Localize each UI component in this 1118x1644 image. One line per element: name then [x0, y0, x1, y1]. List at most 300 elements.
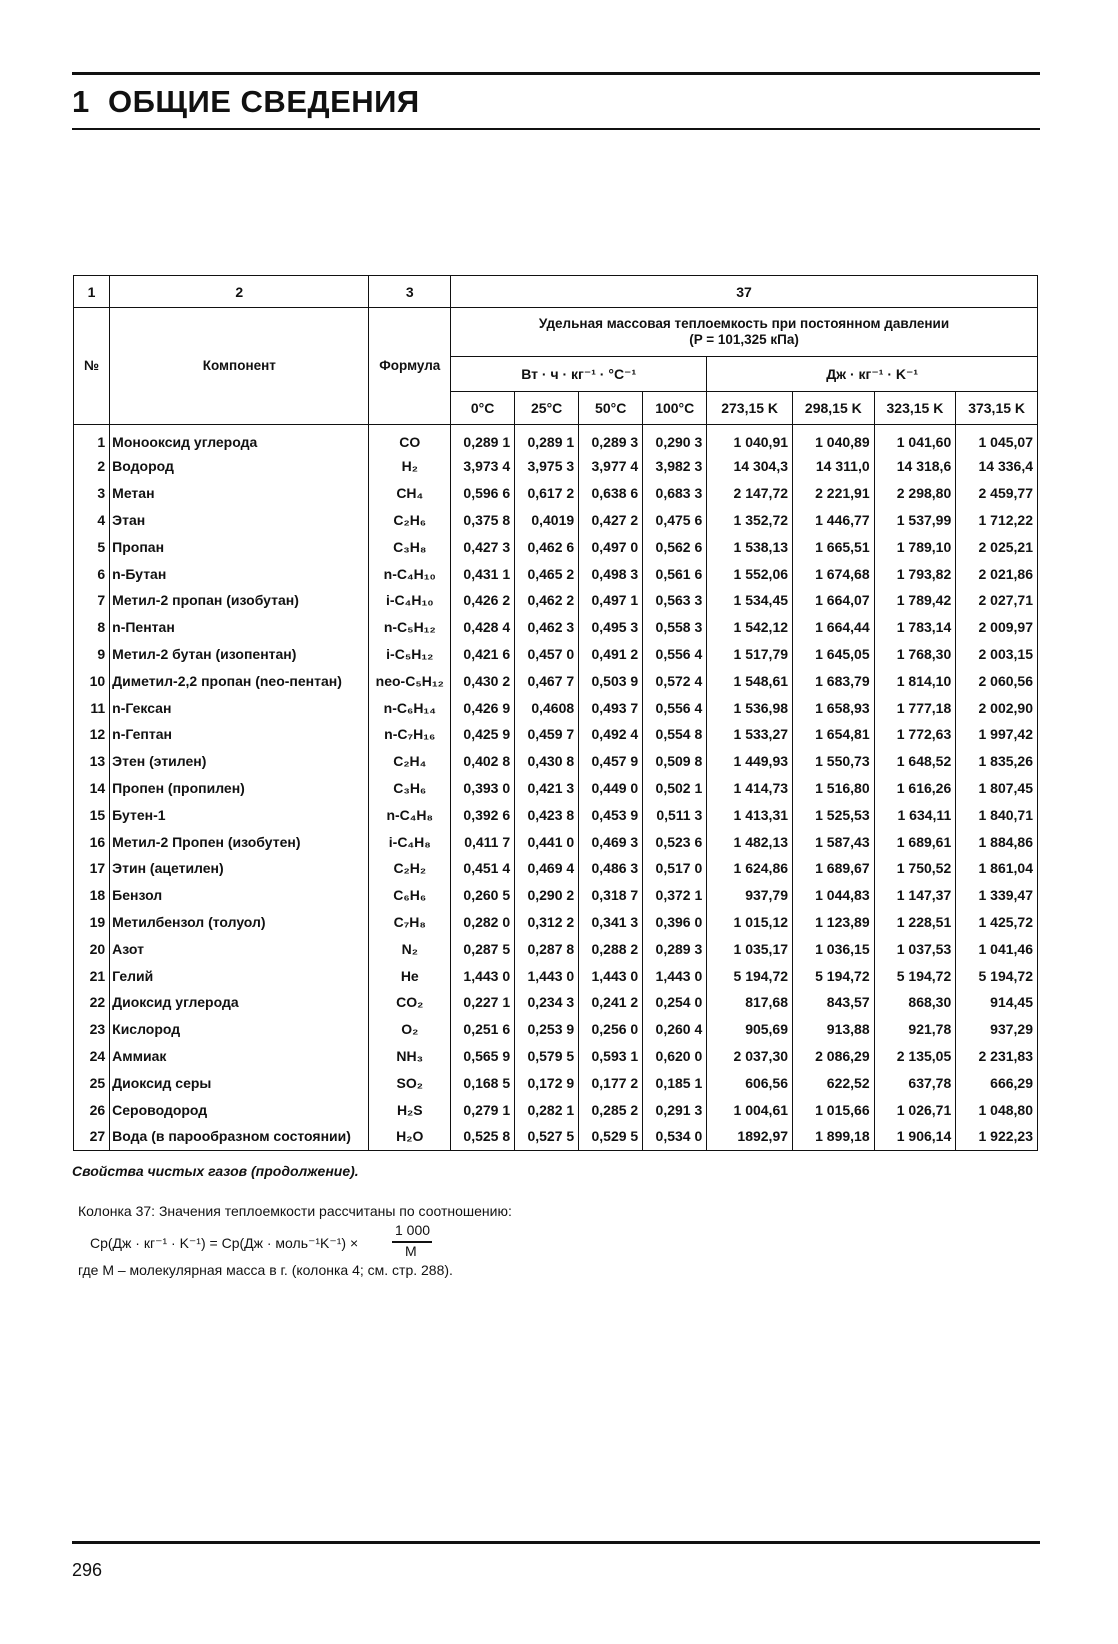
header-temp: 298,15 K: [793, 392, 875, 425]
value-cell: 0,411 7: [451, 828, 515, 855]
formula-cell: i-C₄H₈: [369, 828, 451, 855]
formula-cell: O₂: [369, 1016, 451, 1043]
value-cell: 2 459,77: [956, 480, 1038, 507]
value-cell: 0,562 6: [643, 533, 707, 560]
value-cell: 1 425,72: [956, 909, 1038, 936]
value-cell: 0,451 4: [451, 855, 515, 882]
col-number-1: 1: [74, 276, 110, 308]
value-cell: 1 689,67: [793, 855, 875, 882]
value-cell: 0,492 4: [579, 721, 643, 748]
value-cell: 937,79: [707, 882, 793, 909]
value-cell: 1 040,91: [707, 425, 793, 454]
value-cell: 0,421 3: [515, 775, 579, 802]
value-cell: 0,4019: [515, 507, 579, 534]
table-row: [74, 1069, 1038, 1096]
component-name: Диоксид серы: [110, 1069, 369, 1096]
formula-cell: NH₃: [369, 1043, 451, 1070]
value-cell: 1 884,86: [956, 828, 1038, 855]
value-cell: 0,462 6: [515, 533, 579, 560]
value-cell: 1 750,52: [874, 855, 956, 882]
value-cell: 0,493 7: [579, 694, 643, 721]
value-cell: 1 352,72: [707, 507, 793, 534]
value-cell: 0,393 0: [451, 775, 515, 802]
value-cell: 14 318,6: [874, 453, 956, 480]
value-cell: 0,260 5: [451, 882, 515, 909]
header-temp: 273,15 K: [707, 392, 793, 425]
value-cell: 637,78: [874, 1069, 956, 1096]
value-cell: 0,396 0: [643, 909, 707, 936]
value-cell: 0,425 9: [451, 721, 515, 748]
value-cell: 2 147,72: [707, 480, 793, 507]
table-row: [74, 882, 1038, 909]
value-cell: 0,289 1: [451, 425, 515, 454]
component-name: Диметил-2,2 пропан (neo-пентан): [110, 667, 369, 694]
value-cell: 0,467 7: [515, 667, 579, 694]
note-line-2: где M – молекулярная масса в г. (колонка 4; см. стр. 288).: [78, 1262, 453, 1278]
value-cell: 3,975 3: [515, 453, 579, 480]
value-cell: 1 045,07: [956, 425, 1038, 454]
value-cell: 5 194,72: [707, 962, 793, 989]
value-cell: 14 304,3: [707, 453, 793, 480]
value-cell: 0,556 4: [643, 694, 707, 721]
component-name: Сероводород: [110, 1096, 369, 1123]
row-number: 6: [74, 560, 110, 587]
value-cell: 0,172 9: [515, 1069, 579, 1096]
table-row: [74, 453, 1038, 480]
value-cell: 0,282 1: [515, 1096, 579, 1123]
value-cell: 913,88: [793, 1016, 875, 1043]
table-row: [74, 721, 1038, 748]
value-cell: 1 783,14: [874, 614, 956, 641]
value-cell: 2 025,21: [956, 533, 1038, 560]
component-name: Метил-2 пропан (изобутан): [110, 587, 369, 614]
value-cell: 1 041,46: [956, 935, 1038, 962]
value-cell: 0,185 1: [643, 1069, 707, 1096]
value-cell: 1 537,99: [874, 507, 956, 534]
value-cell: 0,426 9: [451, 694, 515, 721]
component-name: Гелий: [110, 962, 369, 989]
row-number: 11: [74, 694, 110, 721]
value-cell: 0,523 6: [643, 828, 707, 855]
value-cell: 0,287 5: [451, 935, 515, 962]
col-number-37: 37: [451, 276, 1038, 308]
formula-cell: n-C₄H₈: [369, 801, 451, 828]
value-cell: 0,683 3: [643, 480, 707, 507]
table-row: [74, 909, 1038, 936]
header-temp: 0°C: [451, 392, 515, 425]
value-cell: 2 009,97: [956, 614, 1038, 641]
value-cell: 0,290 3: [643, 425, 707, 454]
value-cell: 2 002,90: [956, 694, 1038, 721]
value-cell: 0,495 3: [579, 614, 643, 641]
value-cell: 1 793,82: [874, 560, 956, 587]
value-cell: 1 413,31: [707, 801, 793, 828]
value-cell: 0,430 8: [515, 748, 579, 775]
value-cell: 1 683,79: [793, 667, 875, 694]
value-cell: 0,441 0: [515, 828, 579, 855]
value-cell: 0,260 4: [643, 1016, 707, 1043]
formula-cell: CH₄: [369, 480, 451, 507]
value-cell: 1 536,98: [707, 694, 793, 721]
value-cell: 817,68: [707, 989, 793, 1016]
value-cell: 0,486 3: [579, 855, 643, 882]
value-cell: 1 449,93: [707, 748, 793, 775]
formula-lhs: Cp(Дж · кг⁻¹ · K⁻¹) = Cp(Дж · моль⁻¹K⁻¹) ×: [90, 1235, 359, 1251]
value-cell: 1 634,11: [874, 801, 956, 828]
value-cell: 1 899,18: [793, 1123, 875, 1150]
row-number: 8: [74, 614, 110, 641]
value-cell: 1 026,71: [874, 1096, 956, 1123]
value-cell: 1 552,06: [707, 560, 793, 587]
value-cell: 0,227 1: [451, 989, 515, 1016]
value-cell: 2 086,29: [793, 1043, 875, 1070]
value-cell: 0,177 2: [579, 1069, 643, 1096]
value-cell: 1 004,61: [707, 1096, 793, 1123]
value-cell: 0,579 5: [515, 1043, 579, 1070]
value-cell: 2 027,71: [956, 587, 1038, 614]
col-number-3: 3: [369, 276, 451, 308]
table-row: [74, 801, 1038, 828]
formula-cell: H₂S: [369, 1096, 451, 1123]
value-cell: 0,372 1: [643, 882, 707, 909]
value-cell: 1 548,61: [707, 667, 793, 694]
value-cell: 1 044,83: [793, 882, 875, 909]
row-number: 24: [74, 1043, 110, 1070]
value-cell: 0,525 8: [451, 1123, 515, 1150]
value-cell: 1 814,10: [874, 667, 956, 694]
value-cell: 1 533,27: [707, 721, 793, 748]
value-cell: 0,511 3: [643, 801, 707, 828]
table-row: [74, 1043, 1038, 1070]
value-cell: 868,30: [874, 989, 956, 1016]
value-cell: 0,428 4: [451, 614, 515, 641]
value-cell: 0,503 9: [579, 667, 643, 694]
header-temp: 373,15 K: [956, 392, 1038, 425]
value-cell: 0,289 3: [643, 935, 707, 962]
value-cell: 0,430 2: [451, 667, 515, 694]
value-cell: 0,620 0: [643, 1043, 707, 1070]
row-number: 22: [74, 989, 110, 1016]
header-unit-wh: Вт · ч · кг⁻¹ · °C⁻¹: [451, 357, 707, 392]
value-cell: 1 768,30: [874, 641, 956, 668]
value-cell: 0,457 0: [515, 641, 579, 668]
value-cell: 666,29: [956, 1069, 1038, 1096]
value-cell: 2 221,91: [793, 480, 875, 507]
value-cell: 0,558 3: [643, 614, 707, 641]
value-cell: 1 542,12: [707, 614, 793, 641]
component-name: Азот: [110, 935, 369, 962]
value-cell: 1 648,52: [874, 748, 956, 775]
value-cell: 606,56: [707, 1069, 793, 1096]
value-cell: 1 517,79: [707, 641, 793, 668]
value-cell: 14 336,4: [956, 453, 1038, 480]
value-cell: 0,285 2: [579, 1096, 643, 1123]
component-name: Метилбензол (толуол): [110, 909, 369, 936]
formula-cell: n-C₄H₁₀: [369, 560, 451, 587]
value-cell: 5 194,72: [956, 962, 1038, 989]
value-cell: 0,431 1: [451, 560, 515, 587]
value-cell: 0,288 2: [579, 935, 643, 962]
value-cell: 937,29: [956, 1016, 1038, 1043]
table-row: [74, 1123, 1038, 1150]
formula-cell: SO₂: [369, 1069, 451, 1096]
header-heat-capacity: [451, 308, 1038, 357]
value-cell: 0,256 0: [579, 1016, 643, 1043]
component-name: Монооксид углерода: [110, 425, 369, 454]
value-cell: 0,563 3: [643, 587, 707, 614]
value-cell: 0,491 2: [579, 641, 643, 668]
value-cell: 0,556 4: [643, 641, 707, 668]
header-temp: 50°C: [579, 392, 643, 425]
formula-cell: C₃H₈: [369, 533, 451, 560]
value-cell: 1 037,53: [874, 935, 956, 962]
value-cell: 1 228,51: [874, 909, 956, 936]
value-cell: 5 194,72: [793, 962, 875, 989]
value-cell: 1 689,61: [874, 828, 956, 855]
value-cell: 1,443 0: [579, 962, 643, 989]
component-name: Вода (в парообразном состоянии): [110, 1123, 369, 1150]
chapter-title: 1 ОБЩИЕ СВЕДЕНИЯ: [72, 84, 420, 119]
value-cell: 1 040,89: [793, 425, 875, 454]
table-caption: Свойства чистых газов (продолжение).: [72, 1163, 359, 1179]
component-name: Метан: [110, 480, 369, 507]
row-number: 4: [74, 507, 110, 534]
value-cell: 0,279 1: [451, 1096, 515, 1123]
value-cell: 1,443 0: [515, 962, 579, 989]
value-cell: 1 906,14: [874, 1123, 956, 1150]
value-cell: 1 664,44: [793, 614, 875, 641]
component-name: Аммиак: [110, 1043, 369, 1070]
component-name: Этен (этилен): [110, 748, 369, 775]
formula-cell: n-C₇H₁₆: [369, 721, 451, 748]
value-cell: 0,427 2: [579, 507, 643, 534]
header-no: №: [74, 308, 110, 425]
value-cell: 1 922,23: [956, 1123, 1038, 1150]
row-number: 19: [74, 909, 110, 936]
formula-cell: C₂H₄: [369, 748, 451, 775]
row-number: 7: [74, 587, 110, 614]
value-cell: 1 339,47: [956, 882, 1038, 909]
value-cell: 0,498 3: [579, 560, 643, 587]
value-cell: 3,977 4: [579, 453, 643, 480]
value-cell: 1 482,13: [707, 828, 793, 855]
header-temp: 323,15 K: [874, 392, 956, 425]
value-cell: 0,318 7: [579, 882, 643, 909]
row-number: 27: [74, 1123, 110, 1150]
value-cell: 0,534 0: [643, 1123, 707, 1150]
table-row: [74, 855, 1038, 882]
row-number: 1: [74, 425, 110, 454]
value-cell: 0,402 8: [451, 748, 515, 775]
value-cell: 0,497 1: [579, 587, 643, 614]
formula-cell: i-C₅H₁₂: [369, 641, 451, 668]
formula-cell: C₂H₆: [369, 507, 451, 534]
value-cell: 0,565 9: [451, 1043, 515, 1070]
header-temp: 25°C: [515, 392, 579, 425]
value-cell: 1 015,66: [793, 1096, 875, 1123]
value-cell: 1 658,93: [793, 694, 875, 721]
formula-cell: neo-C₅H₁₂: [369, 667, 451, 694]
row-number: 10: [74, 667, 110, 694]
value-cell: 0,459 7: [515, 721, 579, 748]
bottom-rule: [72, 1541, 1040, 1544]
value-cell: 3,973 4: [451, 453, 515, 480]
value-cell: 1 414,73: [707, 775, 793, 802]
table-row: [74, 425, 1038, 454]
value-cell: 1 645,05: [793, 641, 875, 668]
formula-cell: N₂: [369, 935, 451, 962]
row-number: 25: [74, 1069, 110, 1096]
value-cell: 0,517 0: [643, 855, 707, 882]
formula-cell: C₆H₆: [369, 882, 451, 909]
value-cell: 1 550,73: [793, 748, 875, 775]
title-rule: [72, 128, 1040, 130]
table-row: [74, 935, 1038, 962]
header-heat-capacity-title: Удельная массовая теплоемкость при постоянном давлении: [538, 316, 950, 331]
row-number: 26: [74, 1096, 110, 1123]
table-row: [74, 748, 1038, 775]
value-cell: 0,596 6: [451, 480, 515, 507]
component-name: Бутен-1: [110, 801, 369, 828]
col-number-2: 2: [110, 276, 369, 308]
value-cell: 0,572 4: [643, 667, 707, 694]
value-cell: 1 123,89: [793, 909, 875, 936]
formula-cell: CO: [369, 425, 451, 454]
value-cell: 1 840,71: [956, 801, 1038, 828]
value-cell: 2 003,15: [956, 641, 1038, 668]
table-row: [74, 828, 1038, 855]
value-cell: 1 587,43: [793, 828, 875, 855]
value-cell: 0,427 3: [451, 533, 515, 560]
header-formula: Формула: [369, 308, 451, 425]
value-cell: 0,341 3: [579, 909, 643, 936]
value-cell: 0,449 0: [579, 775, 643, 802]
component-name: Метил-2 Пропен (изобутен): [110, 828, 369, 855]
value-cell: 0,282 0: [451, 909, 515, 936]
value-cell: 0,168 5: [451, 1069, 515, 1096]
row-number: 3: [74, 480, 110, 507]
value-cell: 0,453 9: [579, 801, 643, 828]
value-cell: 2 298,80: [874, 480, 956, 507]
formula-cell: i-C₄H₁₀: [369, 587, 451, 614]
table-row: [74, 587, 1038, 614]
value-cell: 1 147,37: [874, 882, 956, 909]
value-cell: 0,457 9: [579, 748, 643, 775]
formula-cell: n-C₆H₁₄: [369, 694, 451, 721]
value-cell: 0,529 5: [579, 1123, 643, 1150]
table-row: [74, 614, 1038, 641]
value-cell: 0,469 4: [515, 855, 579, 882]
table-row: [74, 533, 1038, 560]
component-name: Этан: [110, 507, 369, 534]
value-cell: 0,4608: [515, 694, 579, 721]
row-number: 2: [74, 453, 110, 480]
table-row: [74, 989, 1038, 1016]
value-cell: 2 135,05: [874, 1043, 956, 1070]
value-cell: 0,593 1: [579, 1043, 643, 1070]
value-cell: 0,469 3: [579, 828, 643, 855]
value-cell: 1 997,42: [956, 721, 1038, 748]
value-cell: 843,57: [793, 989, 875, 1016]
value-cell: 1 789,42: [874, 587, 956, 614]
value-cell: 1 664,07: [793, 587, 875, 614]
value-cell: 1 446,77: [793, 507, 875, 534]
header-temp: 100°C: [643, 392, 707, 425]
value-cell: 0,509 8: [643, 748, 707, 775]
table-row: [74, 1096, 1038, 1123]
component-name: n-Гептан: [110, 721, 369, 748]
formula-cell: CO₂: [369, 989, 451, 1016]
value-cell: 2 021,86: [956, 560, 1038, 587]
formula-numerator: 1 000: [395, 1222, 431, 1238]
table-row: [74, 775, 1038, 802]
row-number: 21: [74, 962, 110, 989]
value-cell: 0,291 3: [643, 1096, 707, 1123]
page-number: 296: [72, 1560, 103, 1580]
table-row: [74, 694, 1038, 721]
value-cell: 0,287 8: [515, 935, 579, 962]
table-row: [74, 560, 1038, 587]
component-name: n-Гексан: [110, 694, 369, 721]
component-name: Диоксид углерода: [110, 989, 369, 1016]
value-cell: 622,52: [793, 1069, 875, 1096]
value-cell: 1 538,13: [707, 533, 793, 560]
component-name: Пропан: [110, 533, 369, 560]
value-cell: 2 231,83: [956, 1043, 1038, 1070]
formula-cell: He: [369, 962, 451, 989]
table-body: [74, 425, 1038, 1151]
value-cell: 0,462 3: [515, 614, 579, 641]
component-name: n-Бутан: [110, 560, 369, 587]
value-cell: 1 015,12: [707, 909, 793, 936]
row-number: 13: [74, 748, 110, 775]
value-cell: 921,78: [874, 1016, 956, 1043]
formula-cell: H₂O: [369, 1123, 451, 1150]
value-cell: 1 525,53: [793, 801, 875, 828]
formula-cell: C₂H₂: [369, 855, 451, 882]
value-cell: 0,241 2: [579, 989, 643, 1016]
row-number: 15: [74, 801, 110, 828]
value-cell: 0,527 5: [515, 1123, 579, 1150]
formula-cell: C₃H₆: [369, 775, 451, 802]
value-cell: 0,254 0: [643, 989, 707, 1016]
conversion-formula: [90, 1222, 510, 1266]
value-cell: 1 534,45: [707, 587, 793, 614]
value-cell: 1892,97: [707, 1123, 793, 1150]
header-component: Компонент: [110, 308, 369, 425]
row-number: 14: [74, 775, 110, 802]
table-row: [74, 641, 1038, 668]
formula-cell: C₇H₈: [369, 909, 451, 936]
value-cell: 0,638 6: [579, 480, 643, 507]
header-unit-j: Дж · кг⁻¹ · K⁻¹: [707, 357, 1038, 392]
table-row: [74, 1016, 1038, 1043]
component-name: Метил-2 бутан (изопентан): [110, 641, 369, 668]
row-number: 5: [74, 533, 110, 560]
value-cell: 0,289 3: [579, 425, 643, 454]
table-row: [74, 507, 1038, 534]
value-cell: 0,554 8: [643, 721, 707, 748]
value-cell: 1 665,51: [793, 533, 875, 560]
formula-cell: n-C₅H₁₂: [369, 614, 451, 641]
value-cell: 905,69: [707, 1016, 793, 1043]
row-number: 20: [74, 935, 110, 962]
value-cell: 0,502 1: [643, 775, 707, 802]
component-name: Бензол: [110, 882, 369, 909]
value-cell: 1 835,26: [956, 748, 1038, 775]
value-cell: 1,443 0: [451, 962, 515, 989]
value-cell: 0,392 6: [451, 801, 515, 828]
